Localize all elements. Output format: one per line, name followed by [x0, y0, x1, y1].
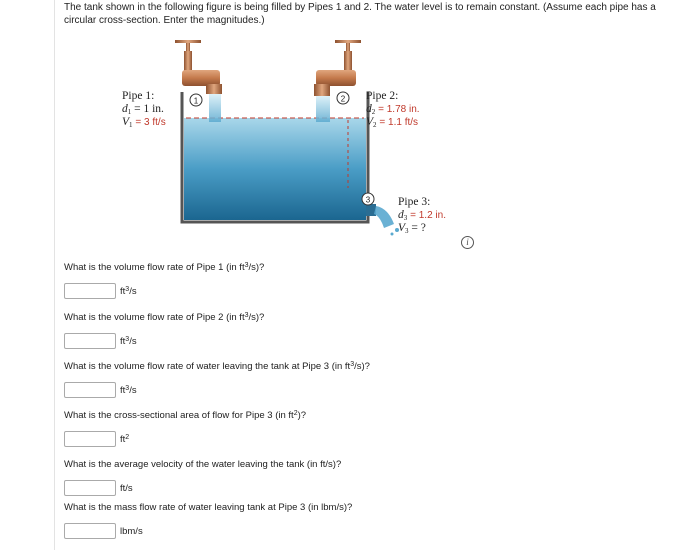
answer-5-input[interactable]: [64, 480, 116, 496]
answer-3-input[interactable]: [64, 382, 116, 398]
pipe-2-faucet: [314, 40, 361, 122]
answer-1-input[interactable]: [64, 283, 116, 299]
question-1-text: What is the volume flow rate of Pipe 1 (in $ft^3/s$)?: [64, 262, 265, 273]
svg-text:1: 1: [193, 96, 199, 106]
question-3-text: What is the volume flow rate of water leaving the tank at Pipe 3 (in $ft^3/s$)?: [64, 361, 370, 372]
info-icon[interactable]: i: [461, 236, 474, 249]
pipe-2-title: Pipe 2:: [366, 90, 399, 102]
question-4-text: What is the cross-sectional area of flow for Pipe 3 (in $ft^2$)?: [64, 410, 307, 421]
answer-1-unit: $ft^3/s$: [120, 285, 137, 297]
answer-6-unit: lbm/s: [120, 525, 143, 537]
question-2-text: What is the volume flow rate of Pipe 2 (in $ft^3/s$)?: [64, 312, 265, 323]
question-6-text: What is the mass flow rate of water leaving tank at Pipe 3 (in lbm/s)?: [64, 502, 353, 513]
answer-6-input[interactable]: [64, 523, 116, 539]
pipe-3-diameter: $d_3 = 1.2$ in.: [398, 209, 446, 222]
pipe-2-diameter: $d_2 = 1.78$ in.: [366, 103, 420, 116]
pipe-1-label: [122, 90, 166, 129]
answer-2-input[interactable]: [64, 333, 116, 349]
water: [184, 118, 366, 220]
question-5-text: What is the average velocity of the water leaving the tank (in ft/s)?: [64, 459, 342, 470]
question-1: [64, 262, 624, 299]
pipe-3-label: [398, 196, 446, 235]
problem-statement: The tank shown in the following figure is being filled by Pipes 1 and 2. The water level is to remain constant. (Assume each pipe has a circular cross-section. Enter the magnitudes.): [64, 2, 656, 26]
marker-3: [362, 193, 374, 205]
pipe-3-velocity: $V_3$ = ?: [398, 222, 426, 235]
question-5: [64, 459, 624, 496]
question-6: [64, 502, 624, 539]
question-4: [64, 410, 624, 447]
pipe-3-outlet: [366, 204, 399, 236]
answer-4-input[interactable]: [64, 431, 116, 447]
pipe-2-label: [366, 90, 420, 129]
pipe-2-velocity: $V_2 = 1.1$ ft/s: [366, 116, 419, 129]
svg-text:3: 3: [365, 195, 371, 205]
marker-2: [337, 92, 349, 104]
pipe-3-title: Pipe 3:: [398, 196, 431, 208]
pipe-1-velocity: $V_1 = 3$ ft/s: [122, 116, 166, 129]
answer-2-unit: $ft^3/s$: [120, 335, 137, 347]
marker-1: [190, 94, 202, 106]
answer-3-unit: $ft^3/s$: [120, 384, 137, 396]
pipe-1-title: Pipe 1:: [122, 90, 155, 102]
svg-text:2: 2: [340, 94, 346, 104]
answer-4-unit: $ft^2$: [120, 433, 130, 445]
pipe-1-diameter: $d_1 = 1$ in.: [122, 103, 164, 116]
answer-5-unit: ft/s: [120, 482, 133, 494]
tank-figure: [118, 38, 498, 250]
question-2: [64, 312, 624, 349]
question-3: [64, 361, 624, 398]
